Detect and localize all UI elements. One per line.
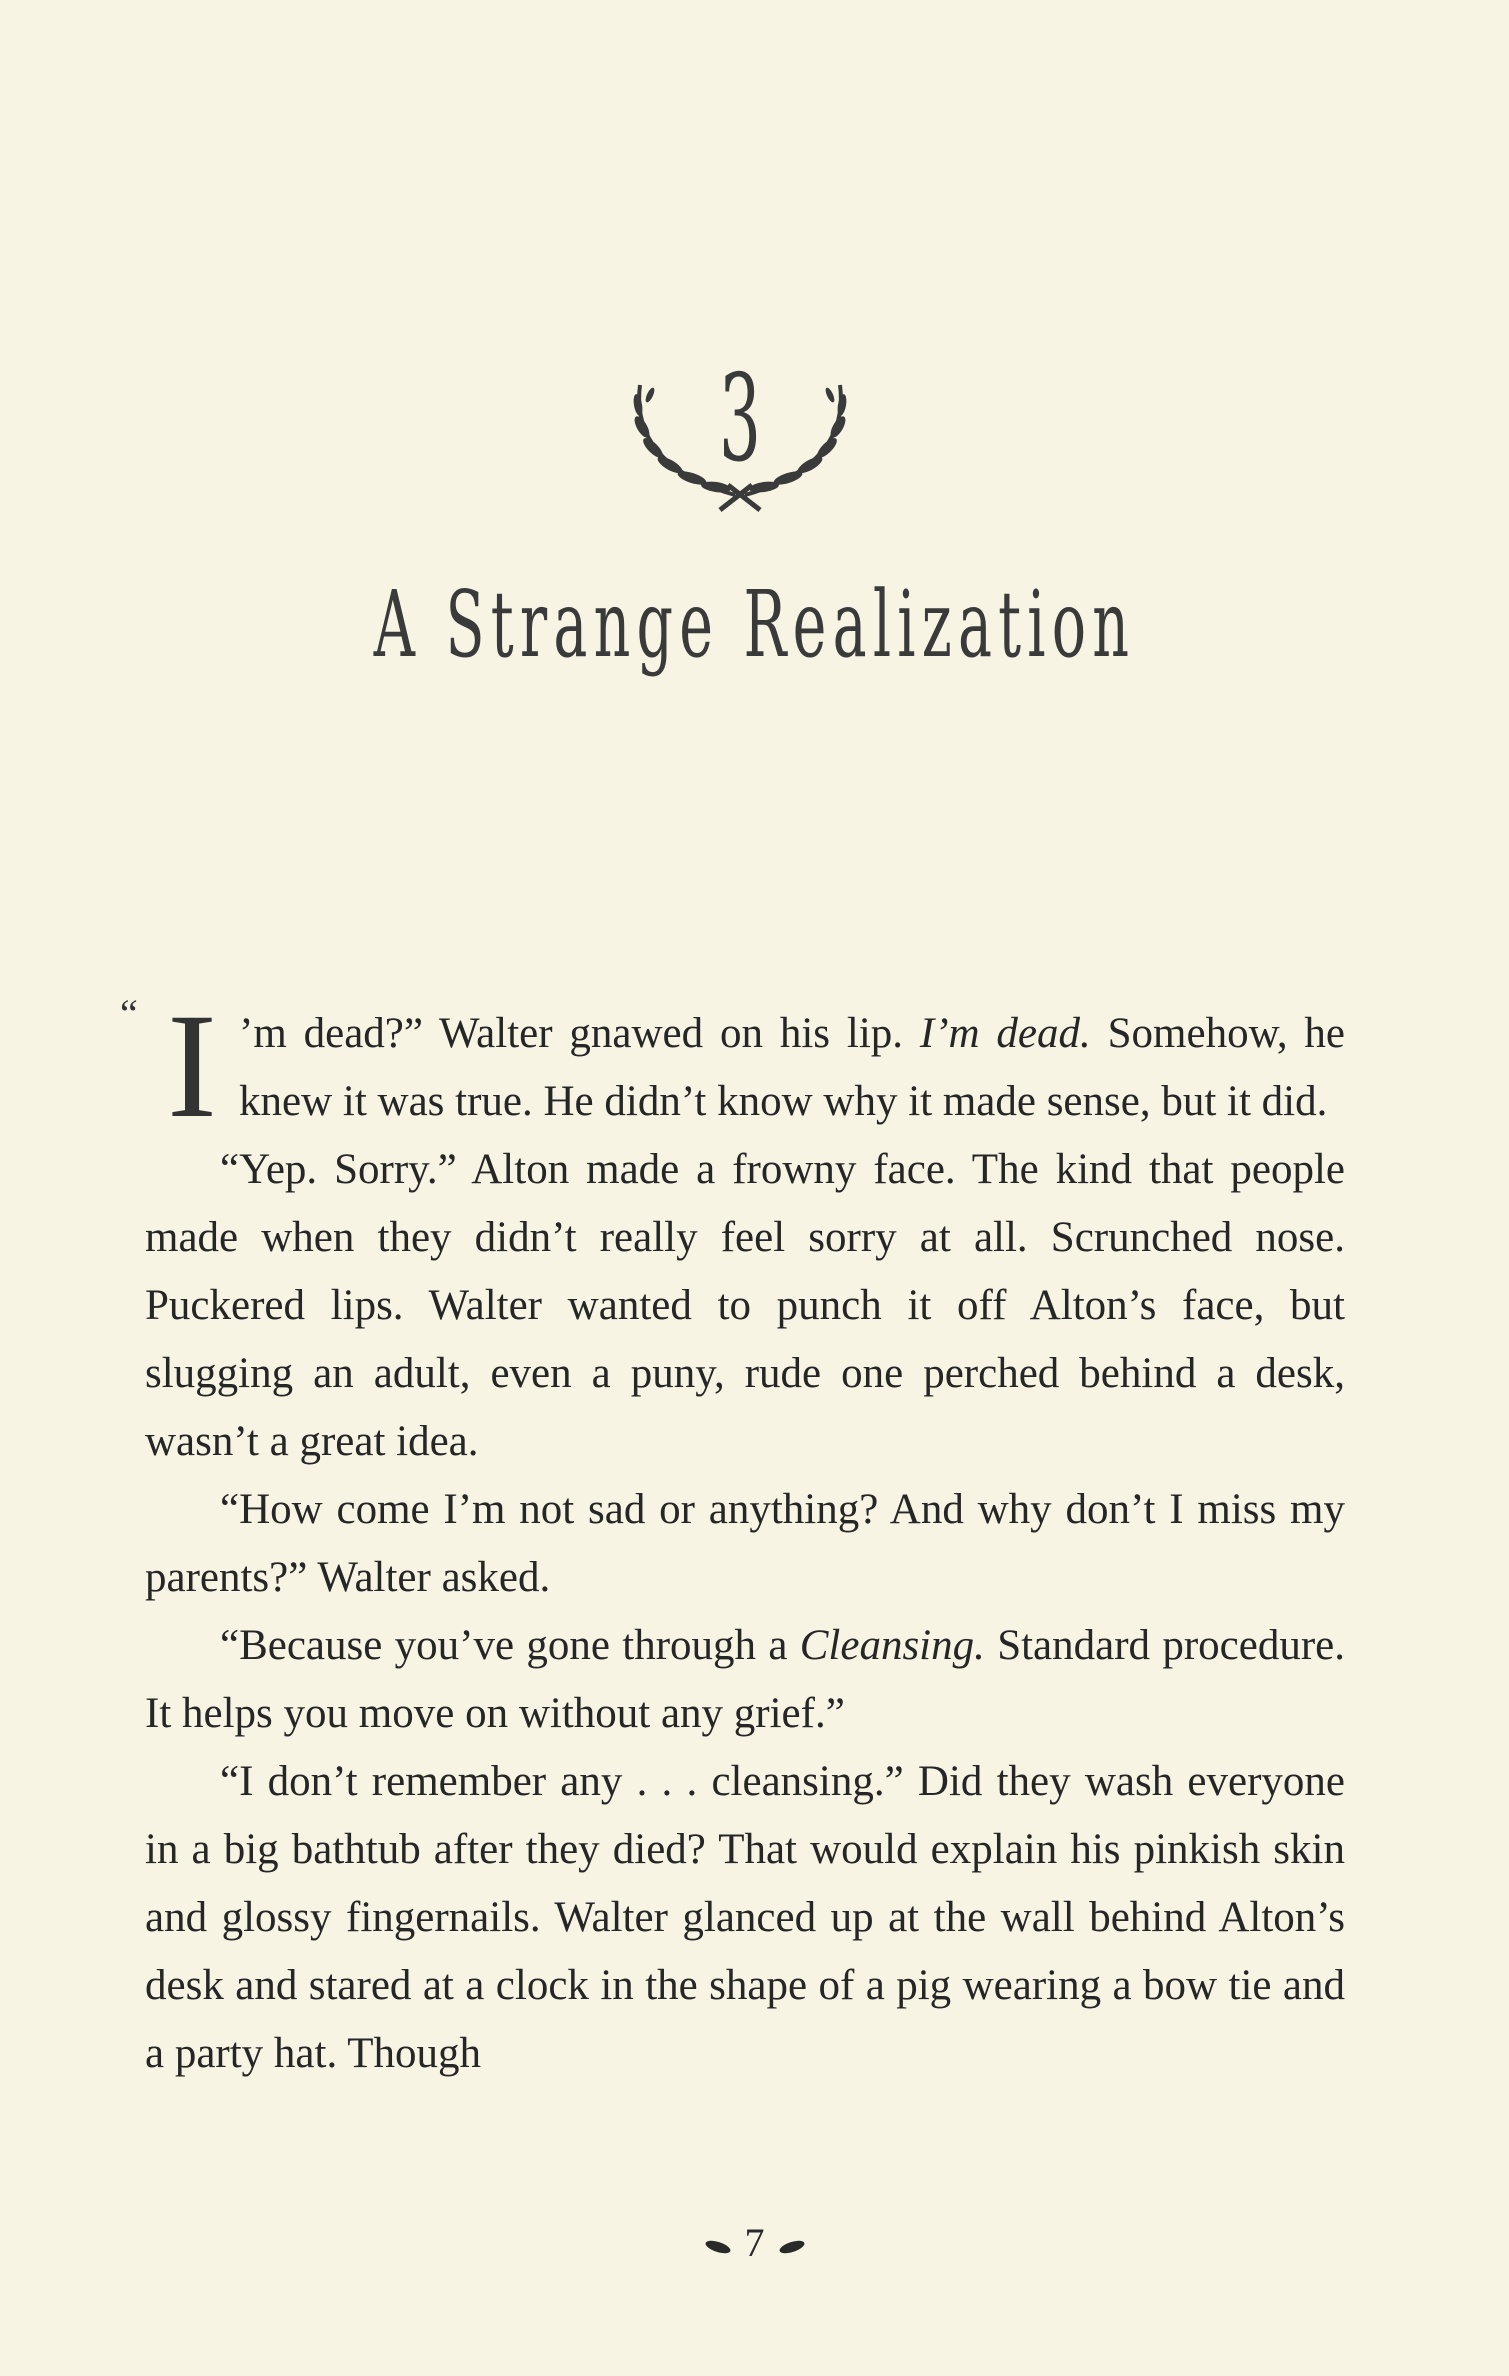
chapter-title: A Strange Realization [373,571,1136,678]
drop-cap: I [167,983,217,1149]
paragraph-1-text-a: ’m dead?” Walter gnawed on his lip. [239,1010,920,1057]
paragraph-1-emphasis: I’m dead. [919,1010,1091,1057]
paragraph-4-text-a: “Because you’ve gone through a [220,1622,800,1669]
chapter-ornament [620,345,860,535]
paragraph-3: “How come I’m not sad or anything? And why don’t I miss my parents?” Walter asked. [145,1486,1345,1601]
page-folio [0,2218,1509,2268]
drop-cap-block [120,983,233,1149]
paragraph-4-text-b: Standard procedure. It helps you move on without any grief.” [145,1622,1346,1737]
paragraph-2: “Yep. Sorry.” Alton made a frowny face. The kind that people made when they didn’t really feel sorry at all. Scrunched nose. Puckered lips. Walter wanted to punch it off Alton’s face, but slugging an adult, even a puny, rude one perched behind a desk, wasn’t a great idea. [145,1146,1345,1465]
paragraph-1 [120,983,1346,1149]
paragraph-1-text-b: Somehow, he knew it was true. He didn’t know why it made sense, but it did. [239,1010,1346,1125]
paragraph-5: “I don’t remember any . . . cleansing.” Did they wash everyone in a big bathtub after they died? That would explain his pinkish skin and glossy fingernails. Walter glanced up at the wall behind Alton’s desk and stared at a clock in the shape of a pig wearing a bow tie and a party hat. Though [145,1758,1345,2077]
paragraph-4 [145,1612,1345,1748]
folio-ornament-left-icon [704,2238,732,2256]
paragraph-4-emphasis: Cleansing. [799,1622,985,1669]
folio-ornament-right-icon [778,2238,806,2256]
page-number: 7 [744,2220,765,2265]
body-text [120,983,1346,2088]
chapter-number: 3 [718,350,761,489]
opening-quote: “ [120,991,138,1036]
